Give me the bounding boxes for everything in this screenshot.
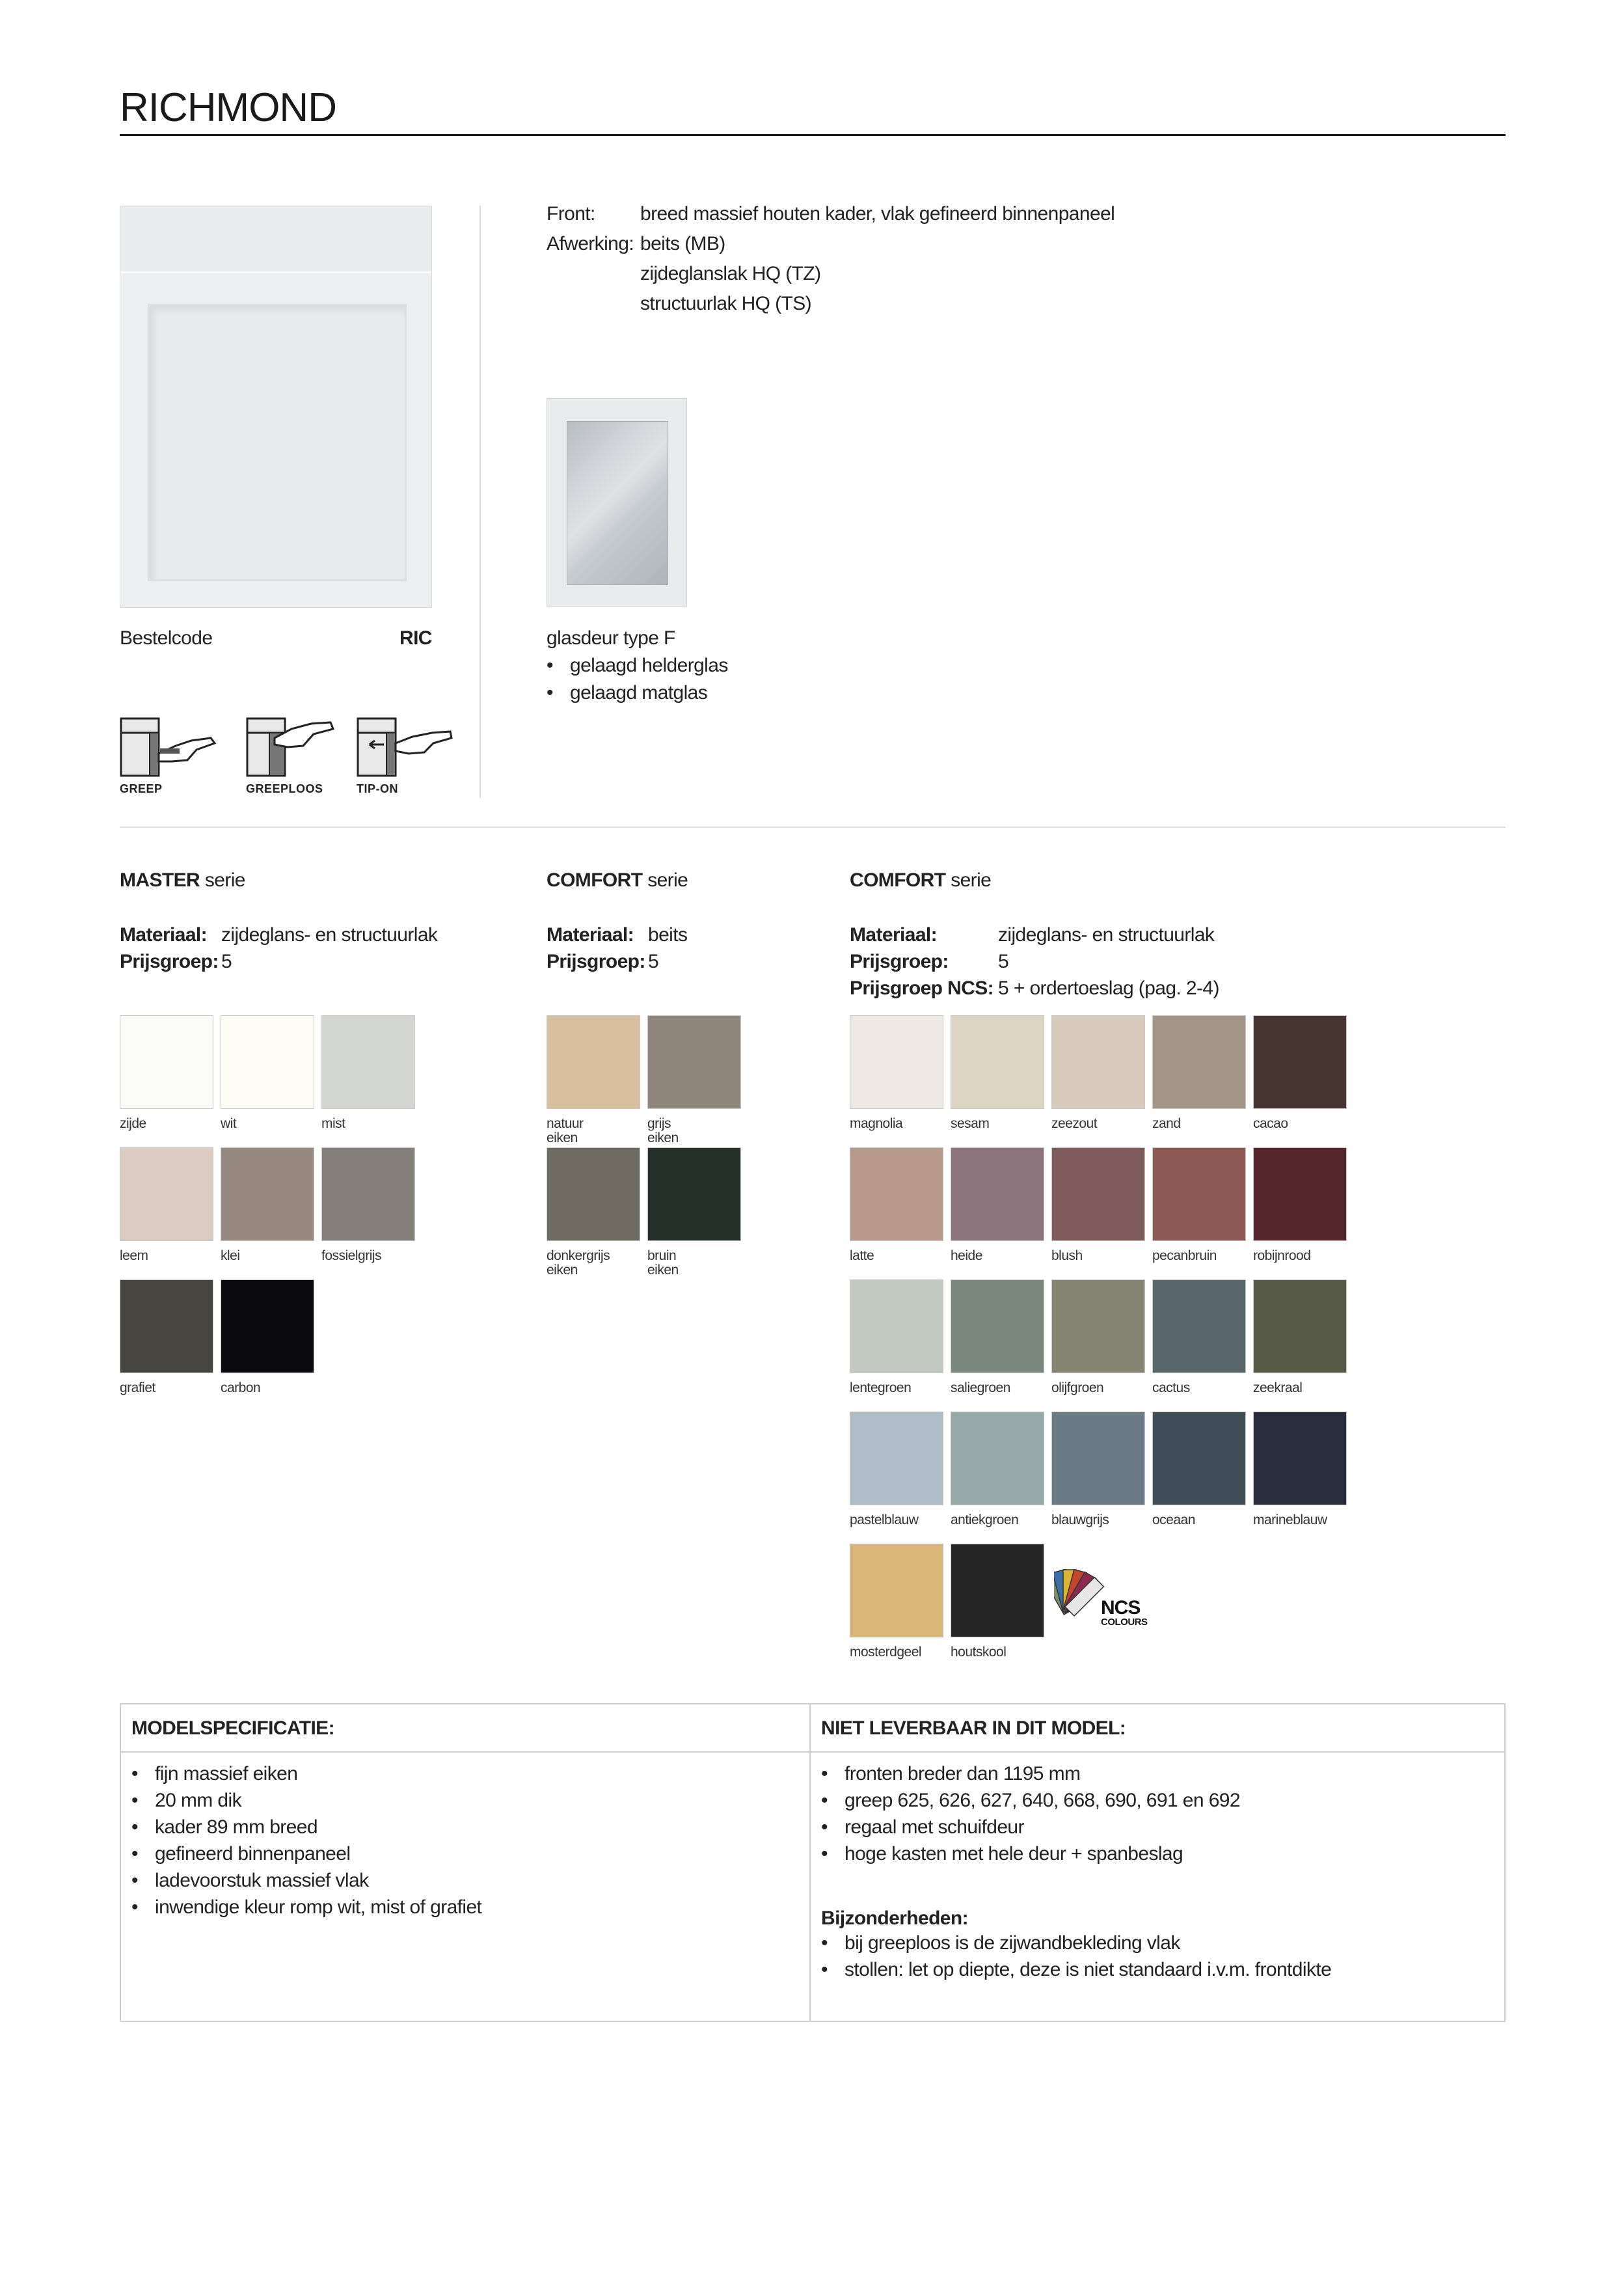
title-divider [120,134,1506,136]
spec-table-header-rule [121,1751,1504,1753]
master-swatch-label: zijde [120,1116,146,1131]
spec-left-item [131,1760,481,1787]
master-swatch-label: leem [120,1248,148,1263]
lak-swatch-label: lentegroen [850,1380,912,1395]
lak-swatch [1051,1279,1145,1373]
beits-swatch-label [547,1249,610,1278]
spec-right-item [821,1814,1240,1840]
spec-right-list [821,1760,1240,1867]
master-swatch-label: wit [221,1116,237,1131]
lak-swatch-label: marineblauw [1253,1512,1327,1527]
lak-swatch [951,1147,1044,1241]
spec-right-item-text: hoge kasten met hele deur + spanbeslag [845,1843,1183,1865]
spec-left-item-text: inwendige kleur romp wit, mist of grafiet [155,1896,482,1918]
beits-swatch [547,1147,640,1241]
tip-on-icon [357,715,454,782]
lak-swatch [850,1544,943,1637]
comfort-beits-heading: COMFORT serie [547,869,688,891]
spec-left-item-text: gefineerd binnenpaneel [155,1843,351,1865]
lak-swatch-label: antiekgroen [951,1512,1019,1527]
glass-pane [567,421,668,585]
master-material-value: zijdeglans- en structuurlak [221,924,438,946]
spec-extra-item-text: bij greeploos is de zijwandbekleding vlak [845,1932,1180,1954]
lak-swatch-label: zand [1152,1116,1181,1131]
lak-swatch [1152,1147,1246,1241]
bullet-icon: • [131,1790,138,1811]
beits-swatch-label-line: donkergrijs [547,1248,610,1263]
spec-left-item [131,1814,481,1840]
spec-right-item [821,1840,1240,1867]
finish-label: Afwerking: [547,233,634,254]
ncs-logo-sub: COLOURS [1101,1617,1148,1628]
spec-table [120,1703,1506,2022]
master-swatch [120,1147,213,1241]
bullet-icon: • [821,1763,828,1784]
lak-swatch-label: zeekraal [1253,1380,1303,1395]
spec-right-item [821,1787,1240,1814]
lak-swatch [1253,1279,1347,1373]
glass-option-1: • gelaagd helderglas [547,655,728,676]
ncs-logo [1054,1555,1152,1633]
lak-swatch [1051,1412,1145,1505]
glass-option-2: • gelaagd matglas [547,682,708,704]
handle-label-tipon: TIP-ON [357,782,398,795]
bullet-icon: • [131,1870,138,1891]
spec-extra-item [821,1930,1331,1956]
master-swatch-label: fossielgrijs [321,1248,382,1263]
lak-swatch [850,1412,943,1505]
greep-icon [120,715,217,782]
master-swatch [221,1279,314,1373]
handle-label-greeploos: GREEPLOOS [246,782,323,795]
door-inner-panel [148,304,407,581]
glass-door-image [547,398,687,607]
spec-right-item-text: fronten breder dan 1195 mm [845,1763,1081,1784]
lak-swatch-label: heide [951,1248,982,1263]
door-top-rail [120,206,431,273]
master-swatch-label: mist [321,1116,345,1131]
master-price-value: 5 [221,951,232,972]
bullet-icon: • [821,1790,828,1811]
beits-swatch-label-line: eiken [547,1130,578,1145]
lak-swatch [951,1015,1044,1109]
section-divider [120,827,1506,828]
lak-swatch-label: houtskool [951,1645,1007,1660]
spec-right-item-text: regaal met schuifdeur [845,1816,1024,1838]
spec-left-title: MODELSPECIFICATIE: [131,1717,334,1739]
lak-swatch [1051,1147,1145,1241]
beits-swatch [647,1015,741,1109]
comfort-lak-material-label: Materiaal: [850,924,938,946]
lak-swatch-label: olijfgroen [1051,1380,1104,1395]
lak-swatch [1152,1015,1246,1109]
lak-swatch [1152,1279,1246,1373]
finish-value-2: zijdeglanslak HQ (TZ) [640,263,821,284]
comfort-beits-price-value: 5 [648,951,659,972]
spec-left-item [131,1840,481,1867]
beits-swatch-label [647,1117,679,1145]
spec-left-item-text: ladevoorstuk massief vlak [155,1870,369,1891]
comfort-lak-ncs-value: 5 + ordertoeslag (pag. 2-4) [998,977,1219,999]
handle-greep [120,715,217,786]
spec-extra-item-text: stollen: let op diepte, deze is niet standaard i.v.m. frontdikte [845,1959,1332,1980]
lak-swatch-label: oceaan [1152,1512,1195,1527]
bullet-icon: • [131,1896,138,1918]
comfort-beits-material-label: Materiaal: [547,924,634,946]
spec-left-item [131,1867,481,1894]
lak-swatch-label: blush [1051,1248,1083,1263]
comfort-beits-material-value: beits [648,924,688,946]
beits-swatch [547,1015,640,1109]
spec-left-item [131,1894,481,1920]
comfort-lak-price-value: 5 [998,951,1009,972]
master-swatch [321,1015,415,1109]
lak-swatch [850,1015,943,1109]
bullet-icon: • [821,1843,828,1865]
column-divider [480,206,481,798]
master-swatch [221,1147,314,1241]
lak-swatch-label: robijnrood [1253,1248,1311,1263]
comfort-lak-price-label: Prijsgroep: [850,951,949,972]
front-value: breed massief houten kader, vlak gefineerd binnenpaneel [640,203,1115,225]
lak-swatch [951,1279,1044,1373]
beits-swatch-label-line: grijs [647,1116,671,1131]
lak-swatch [951,1544,1044,1637]
lak-swatch [1253,1015,1347,1109]
lak-swatch-label: sesam [951,1116,990,1131]
master-series-heading: MASTER serie [120,869,245,891]
bullet-icon: • [821,1959,828,1980]
lak-swatch [1152,1412,1246,1505]
handle-label-greep: GREEP [120,782,163,795]
comfort-beits-price-label: Prijsgroep: [547,951,645,972]
comfort-lak-heading: COMFORT serie [850,869,992,891]
master-swatch [321,1147,415,1241]
handle-tipon [357,715,454,786]
lak-swatch [850,1147,943,1241]
lak-swatch [1051,1015,1145,1109]
order-code-label: Bestelcode [120,627,213,649]
spec-left-item-text: 20 mm dik [155,1790,241,1811]
master-swatch [120,1279,213,1373]
lak-swatch-label: blauwgrijs [1051,1512,1109,1527]
spec-left-list [131,1760,481,1920]
lak-swatch-label: cactus [1152,1380,1190,1395]
bullet-icon: • [821,1932,828,1954]
bullet-icon: • [131,1816,138,1838]
beits-swatch-label-line: eiken [647,1130,679,1145]
comfort-lak-ncs-label: Prijsgroep NCS: [850,977,994,999]
lak-swatch-label: magnolia [850,1116,903,1131]
lak-swatch [850,1279,943,1373]
lak-swatch-label: mosterdgeel [850,1645,922,1660]
finish-value-1: beits (MB) [640,233,725,254]
spec-right-item [821,1760,1240,1787]
comfort-lak-material-value: zijdeglans- en structuurlak [998,924,1215,946]
handle-greeploos [246,715,344,786]
beits-swatch-label [547,1117,584,1145]
spec-extra-title: Bijzonderheden: [821,1907,969,1929]
ncs-logo-text: NCS [1101,1597,1141,1619]
spec-left-item-text: kader 89 mm breed [155,1816,318,1838]
page-title: RICHMOND [120,85,336,130]
door-image [120,206,432,608]
beits-swatch-label-line: eiken [647,1263,679,1278]
master-swatch [221,1015,314,1109]
lak-swatch-label: saliegroen [951,1380,1010,1395]
lak-swatch-label: latte [850,1248,874,1263]
glass-door-title: glasdeur type F [547,627,675,649]
beits-swatch-label [647,1249,679,1278]
bullet-icon: • [131,1763,138,1784]
beits-swatch-label-line: eiken [547,1263,578,1278]
spec-extra-list [821,1930,1331,1983]
order-code-value: RIC [399,627,432,649]
beits-swatch-label-line: natuur [547,1116,584,1131]
master-swatch [120,1015,213,1109]
greeploos-icon [246,715,344,782]
lak-swatch-label: pastelblauw [850,1512,919,1527]
bullet-icon: • [821,1816,828,1838]
beits-swatch [647,1147,741,1241]
finish-value-3: structuurlak HQ (TS) [640,293,812,314]
master-swatch-label: grafiet [120,1380,155,1395]
lak-swatch-label: pecanbruin [1152,1248,1217,1263]
lak-swatch [951,1412,1044,1505]
spec-left-item [131,1787,481,1814]
beits-swatch-label-line: bruin [647,1248,677,1263]
spec-extra-item [821,1956,1331,1983]
front-label: Front: [547,203,595,225]
lak-swatch [1253,1412,1347,1505]
lak-swatch [1253,1147,1347,1241]
bullet-icon: • [131,1843,138,1865]
master-swatch-label: carbon [221,1380,261,1395]
spec-right-title: NIET LEVERBAAR IN DIT MODEL: [821,1717,1126,1739]
master-price-label: Prijsgroep: [120,951,219,972]
spec-right-item-text: greep 625, 626, 627, 640, 668, 690, 691 en 692 [845,1790,1240,1811]
spec-left-item-text: fijn massief eiken [155,1763,298,1784]
master-swatch-label: klei [221,1248,240,1263]
lak-swatch-label: cacao [1253,1116,1288,1131]
master-material-label: Materiaal: [120,924,208,946]
lak-swatch-label: zeezout [1051,1116,1098,1131]
